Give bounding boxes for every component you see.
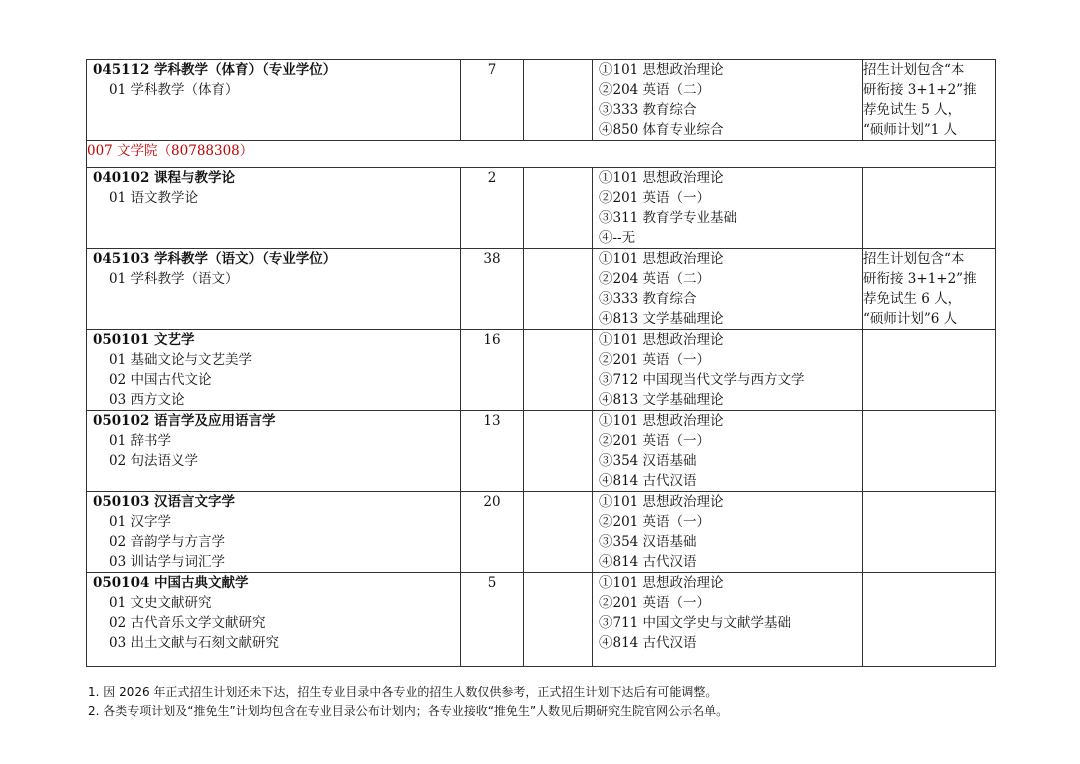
remarks-cell xyxy=(863,573,996,667)
major-cell xyxy=(87,573,461,667)
major-title: 045112 学科教学（体育）（专业学位） xyxy=(93,62,337,78)
catalog-table xyxy=(86,59,996,667)
exam-subjects-cell xyxy=(593,573,863,667)
exam-subject: ③333 教育综合 xyxy=(599,102,697,118)
remark-line: 荐免试生 5 人， xyxy=(863,102,962,118)
remarks-cell xyxy=(863,330,996,411)
exam-subjects-cell xyxy=(593,249,863,330)
exam-subject: ④814 古代汉语 xyxy=(599,473,697,489)
empty-cell xyxy=(524,492,593,573)
enrollment-count: 5 xyxy=(461,573,524,667)
research-direction: 01 辞书学 xyxy=(109,433,171,449)
major-cell xyxy=(87,60,461,141)
remark-line: 研衔接 3+1+2”推 xyxy=(863,271,977,287)
footnotes xyxy=(88,683,728,721)
exam-subject: ②201 英语（一） xyxy=(599,190,711,206)
exam-subject: ③354 汉语基础 xyxy=(599,453,697,469)
exam-subjects-cell xyxy=(593,411,863,492)
empty-cell xyxy=(524,168,593,249)
exam-subjects-cell xyxy=(593,330,863,411)
catalog-body xyxy=(87,60,996,667)
major-title: 050103 汉语言文字学 xyxy=(93,494,236,510)
enrollment-count: 13 xyxy=(461,411,524,492)
enrollment-count: 7 xyxy=(461,60,524,141)
major-row xyxy=(87,168,996,249)
exam-subject: ②201 英语（一） xyxy=(599,595,711,611)
empty-cell xyxy=(524,249,593,330)
research-direction: 03 出土文献与石刻文献研究 xyxy=(109,635,279,651)
exam-subject: ④--无 xyxy=(599,230,636,246)
enrollment-count: 20 xyxy=(461,492,524,573)
empty-cell xyxy=(524,573,593,667)
exam-subject: ④813 文学基础理论 xyxy=(599,392,724,408)
major-title: 050102 语言学及应用语言学 xyxy=(93,413,276,429)
research-direction: 01 汉字学 xyxy=(109,514,171,530)
exam-subject: ②201 英语（一） xyxy=(599,352,711,368)
research-direction: 01 基础文论与文艺美学 xyxy=(109,352,252,368)
research-direction: 02 句法语义学 xyxy=(109,453,198,469)
exam-subject: ④813 文学基础理论 xyxy=(599,311,724,327)
research-direction: 01 学科教学（体育） xyxy=(109,82,239,98)
major-cell xyxy=(87,492,461,573)
exam-subject: ④814 古代汉语 xyxy=(599,554,697,570)
remark-line: 荐免试生 6 人， xyxy=(863,291,962,307)
department-title: 007 文学院（80788308） xyxy=(87,143,254,159)
exam-subject: ④850 体育专业综合 xyxy=(599,122,724,138)
research-direction: 02 中国古代文论 xyxy=(109,372,212,388)
exam-subjects-cell xyxy=(593,60,863,141)
major-row xyxy=(87,330,996,411)
exam-subject: ③354 汉语基础 xyxy=(599,534,697,550)
exam-subjects-cell xyxy=(593,168,863,249)
exam-subject: ③711 中国文学史与文献学基础 xyxy=(599,615,792,631)
major-cell xyxy=(87,249,461,330)
remarks-cell xyxy=(863,168,996,249)
empty-cell xyxy=(524,60,593,141)
research-direction: 01 语文教学论 xyxy=(109,190,198,206)
major-cell xyxy=(87,411,461,492)
exam-subject: ③712 中国现当代文学与西方文学 xyxy=(599,372,805,388)
remarks-cell xyxy=(863,60,996,141)
remark-line: “硕师计划”1 人 xyxy=(863,122,958,138)
exam-subjects-cell xyxy=(593,492,863,573)
exam-subject: ③333 教育综合 xyxy=(599,291,697,307)
major-title: 040102 课程与教学论 xyxy=(93,170,236,186)
remarks-cell xyxy=(863,411,996,492)
remark-line: 研衔接 3+1+2”推 xyxy=(863,82,977,98)
remarks-cell xyxy=(863,492,996,573)
exam-subject: ④814 古代汉语 xyxy=(599,635,697,651)
major-title: 045103 学科教学（语文）（专业学位） xyxy=(93,251,337,267)
exam-subject: ①101 思想政治理论 xyxy=(599,62,724,78)
enrollment-count: 2 xyxy=(461,168,524,249)
major-cell xyxy=(87,330,461,411)
research-direction: 01 文史文献研究 xyxy=(109,595,212,611)
exam-subject: ①101 思想政治理论 xyxy=(599,170,724,186)
empty-cell xyxy=(524,330,593,411)
research-direction: 01 学科教学（语文） xyxy=(109,271,239,287)
major-row xyxy=(87,411,996,492)
exam-subject: ②204 英语（二） xyxy=(599,82,711,98)
major-row xyxy=(87,573,996,667)
exam-subject: ②204 英语（二） xyxy=(599,271,711,287)
department-cell xyxy=(87,141,996,168)
exam-subject: ①101 思想政治理论 xyxy=(599,251,724,267)
research-direction: 03 训诂学与词汇学 xyxy=(109,554,225,570)
exam-subject: ①101 思想政治理论 xyxy=(599,575,724,591)
major-row xyxy=(87,60,996,141)
remark-line: 招生计划包含“本 xyxy=(863,62,965,78)
research-direction: 02 音韵学与方言学 xyxy=(109,534,225,550)
major-cell xyxy=(87,168,461,249)
remark-line: 招生计划包含“本 xyxy=(863,251,965,267)
major-title: 050104 中国古典文献学 xyxy=(93,575,249,591)
major-title: 050101 文艺学 xyxy=(93,332,195,348)
footnote-2: 2. 各类专项计划及“推免生”计划均包含在专业目录公布计划内；各专业接收“推免生”人数见后期研究生院官网公示名单。 xyxy=(88,704,729,718)
enrollment-count: 16 xyxy=(461,330,524,411)
exam-subject: ③311 教育学专业基础 xyxy=(599,210,738,226)
exam-subject: ①101 思想政治理论 xyxy=(599,413,724,429)
department-row xyxy=(87,141,996,168)
major-row xyxy=(87,249,996,330)
research-direction: 03 西方文论 xyxy=(109,392,185,408)
empty-cell xyxy=(524,411,593,492)
exam-subject: ②201 英语（一） xyxy=(599,514,711,530)
research-direction: 02 古代音乐文学文献研究 xyxy=(109,615,266,631)
remark-line: “硕师计划”6 人 xyxy=(863,311,958,327)
exam-subject: ①101 思想政治理论 xyxy=(599,332,724,348)
exam-subject: ②201 英语（一） xyxy=(599,433,711,449)
enrollment-count: 38 xyxy=(461,249,524,330)
remarks-cell xyxy=(863,249,996,330)
exam-subject: ①101 思想政治理论 xyxy=(599,494,724,510)
major-row xyxy=(87,492,996,573)
footnote-1: 1. 因 2026 年正式招生计划还未下达，招生专业目录中各专业的招生人数仅供参考，正式招生计划下达后有可能调整。 xyxy=(88,685,718,699)
